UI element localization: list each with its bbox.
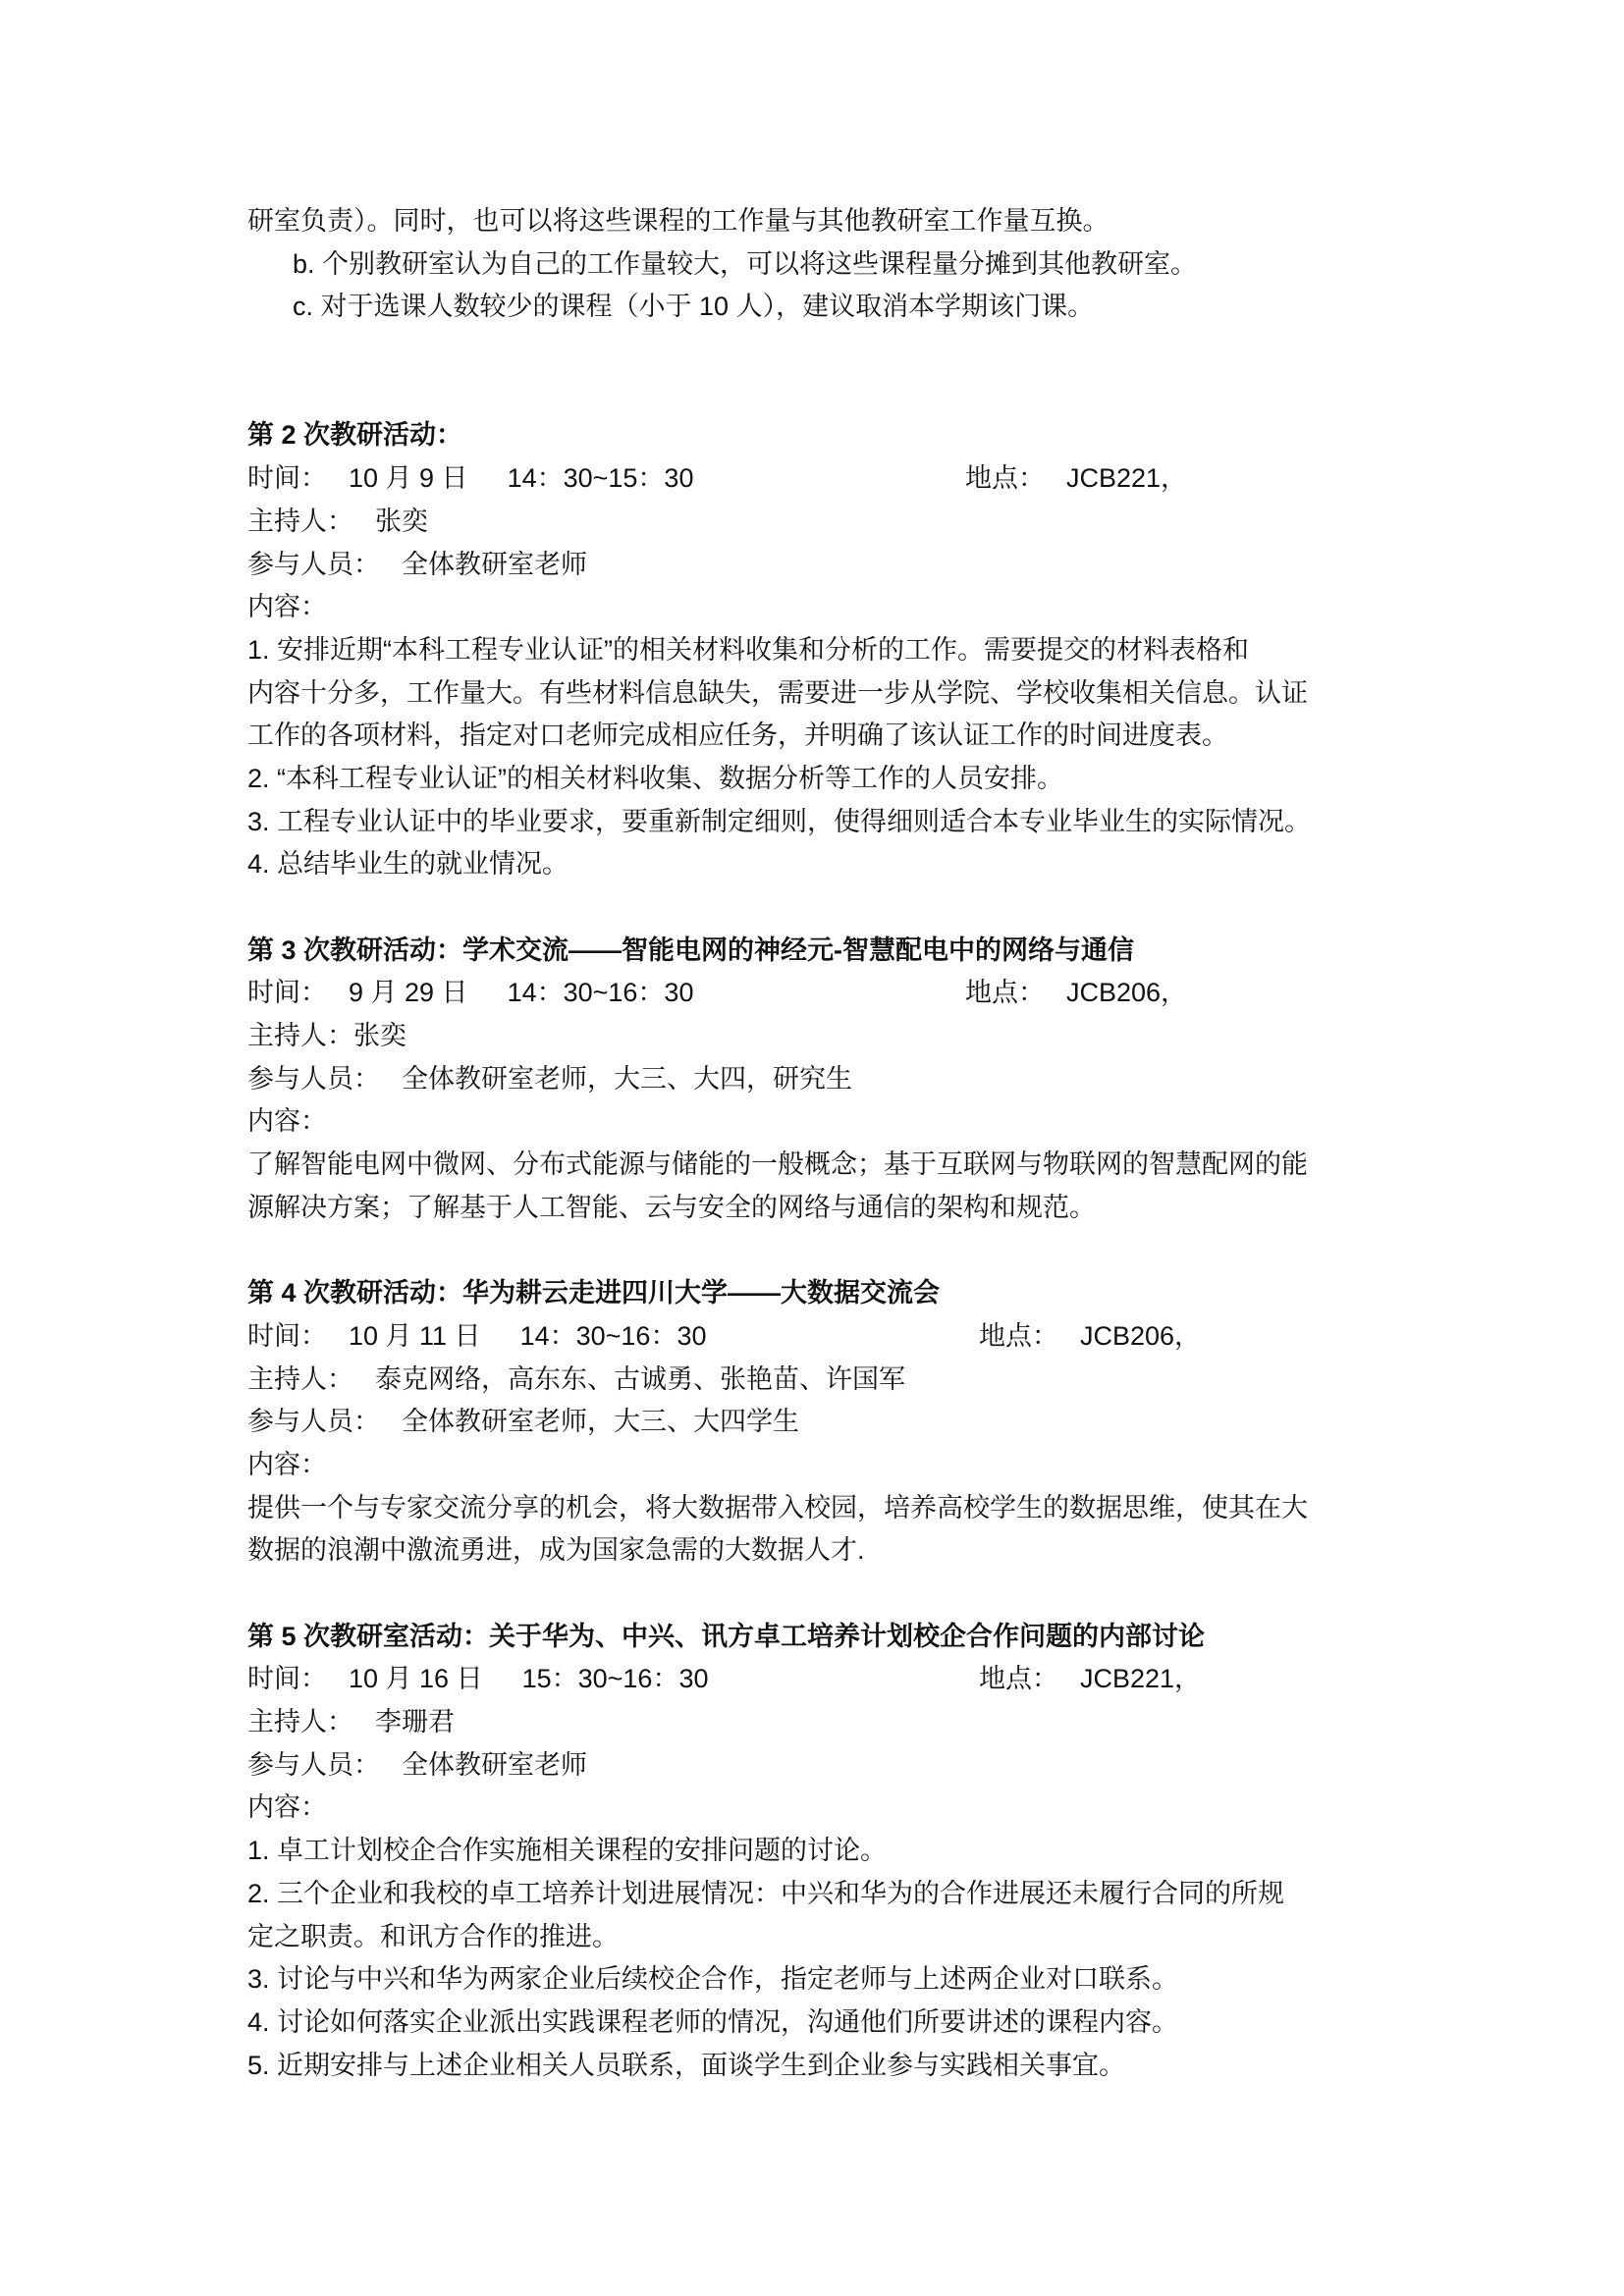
location-value: JCB221， (1066, 463, 1188, 494)
participants-row (247, 1744, 1406, 1788)
section-heading: 第 5 次教研室活动：关于华为、中兴、讯方卓工培养计划校企合作问题的内部讨论 (247, 1621, 1206, 1651)
content-line: 提供一个与专家交流分享的机会，将大数据带入校园，培养高校学生的数据思维，使其在大 (247, 1492, 1308, 1522)
section-heading: 第 3 次教研活动：学术交流——智能电网的神经元-智慧配电中的网络与通信 (247, 934, 1135, 965)
content-line: 5. 近期安排与上述企业相关人员联系，面谈学生到企业参与实践相关事宜。 (247, 2050, 1126, 2080)
content-label: 内容： (247, 1792, 327, 1823)
host-row (247, 1701, 1406, 1744)
location-value: JCB206， (1080, 1320, 1202, 1351)
participants-label: 参与人员： (247, 1063, 380, 1094)
time-label: 时间： (247, 1664, 327, 1694)
content-line: 数据的浪潮中激流勇进，成为国家急需的大数据人才. (247, 1535, 865, 1566)
host-row (247, 1359, 1406, 1402)
date-value: 10 月 11 日 (349, 1320, 481, 1351)
paragraph-continuation: 研室负责）。同时，也可以将这些课程的工作量与其他教研室工作量互换。 (247, 206, 1110, 236)
location-value: JCB221， (1080, 1664, 1202, 1694)
activity-sections (247, 329, 1406, 2087)
location-label: 地点： (965, 463, 1045, 494)
content-label: 内容： (247, 1106, 327, 1137)
content-line: 内容十分多，工作量大。有些材料信息缺失，需要进一步从学院、学校收集相关信息。认证 (247, 677, 1308, 708)
content-line: 3. 工程专业认证中的毕业要求，要重新制定细则，使得细则适合本专业毕业生的实际情况。 (247, 806, 1312, 836)
participants-label: 参与人员： (247, 1749, 380, 1780)
location (979, 1315, 1201, 1359)
host-label: 主持人： (247, 1707, 353, 1737)
date-value: 10 月 9 日 (349, 463, 468, 494)
date-value: 9 月 29 日 (349, 978, 468, 1008)
time-row (247, 1658, 1406, 1701)
time-value: 14：30~16：30 (519, 1320, 707, 1351)
activity-section (247, 1272, 1406, 1573)
host-label: 主持人： (247, 506, 353, 536)
content-line: 4. 总结毕业生的就业情况。 (247, 849, 569, 880)
list-item-c (247, 286, 1406, 329)
participants-row (247, 1058, 1406, 1101)
activity-section (247, 414, 1406, 886)
host-label: 主持人： (247, 1363, 353, 1394)
content-line: 4. 讨论如何落实企业派出实践课程老师的情况，沟通他们所要讲述的课程内容。 (247, 2006, 1179, 2037)
list-text: 对于选课人数较少的课程（小于 10 人），建议取消本学期该门课。 (320, 292, 1095, 322)
participants-label: 参与人员： (247, 549, 380, 579)
content-label: 内容： (247, 1449, 327, 1479)
content-line: 1. 卓工计划校企合作实施相关课程的安排问题的讨论。 (247, 1836, 888, 1866)
content-label: 内容： (247, 592, 327, 622)
location (965, 972, 1187, 1015)
content-line: 3. 讨论与中兴和华为两家企业后续校企合作，指定老师与上述两企业对口联系。 (247, 1964, 1179, 1995)
participants-row (247, 544, 1406, 587)
time-label: 时间： (247, 1320, 327, 1351)
location-label: 地点： (979, 1664, 1058, 1694)
host-value: 张奕 (353, 1021, 406, 1051)
host-row (247, 501, 1406, 544)
host-row (247, 1015, 1406, 1058)
content-line: 定之职责。和讯方合作的推进。 (247, 1921, 619, 1951)
participants-value: 全体教研室老师，大三、大四学生 (402, 1407, 799, 1437)
host-label: 主持人： (247, 1021, 353, 1051)
list-marker: c. (293, 292, 314, 322)
time-value: 14：30~15：30 (507, 463, 694, 494)
time-row (247, 972, 1406, 1015)
time-label: 时间： (247, 978, 327, 1008)
participants-value: 全体教研室老师，大三、大四，研究生 (402, 1063, 852, 1094)
content-line: 源解决方案；了解基于人工智能、云与安全的网络与通信的架构和规范。 (247, 1192, 1096, 1222)
section-spacer (247, 329, 1406, 414)
location-label: 地点： (965, 978, 1045, 1008)
host-value: 李珊君 (375, 1707, 455, 1737)
list-marker: b. (293, 248, 315, 279)
section-spacer (247, 1230, 1406, 1273)
date-value: 10 月 16 日 (349, 1664, 483, 1694)
host-value: 张奕 (375, 506, 428, 536)
section-spacer (247, 886, 1406, 930)
participants-value: 全体教研室老师 (402, 1749, 587, 1780)
location-label: 地点： (979, 1320, 1058, 1351)
list-text: 个别教研室认为自己的工作量较大，可以将这些课程量分摊到其他教研室。 (322, 248, 1198, 279)
time-row (247, 457, 1406, 501)
activity-section (247, 930, 1406, 1230)
section-heading: 第 2 次教研活动： (247, 420, 463, 451)
location (965, 457, 1187, 501)
participants-row (247, 1401, 1406, 1444)
time-label: 时间： (247, 463, 327, 494)
section-spacer (247, 1573, 1406, 1616)
time-row (247, 1315, 1406, 1359)
location-value: JCB206， (1066, 978, 1188, 1008)
time-value: 14：30~16：30 (507, 978, 694, 1008)
participants-label: 参与人员： (247, 1407, 380, 1437)
content-line: 工作的各项材料，指定对口老师完成相应任务，并明确了该认证工作的时间进度表。 (247, 721, 1228, 751)
participants-value: 全体教研室老师 (402, 549, 587, 579)
document-body (247, 200, 1406, 2087)
list-item-b (247, 243, 1406, 287)
content-line: 2. “本科工程专业认证”的相关材料收集、数据分析等工作的人员安排。 (247, 763, 1064, 793)
content-line: 2. 三个企业和我校的卓工培养计划进展情况：中兴和华为的合作进展还未履行合同的所规 (247, 1878, 1285, 1908)
content-line: 了解智能电网中微网、分布式能源与储能的一般概念；基于互联网与物联网的智慧配网的能 (247, 1149, 1308, 1180)
activity-section (247, 1616, 1406, 2088)
time-value: 15：30~16：30 (521, 1664, 709, 1694)
location (979, 1658, 1201, 1701)
section-heading: 第 4 次教研活动：华为耕云走进四川大学——大数据交流会 (247, 1278, 941, 1308)
content-line: 1. 安排近期“本科工程专业认证”的相关材料收集和分析的工作。需要提交的材料表格和 (247, 634, 1249, 665)
host-value: 泰克网络，高东东、古诚勇、张艳苗、许国军 (375, 1363, 905, 1394)
